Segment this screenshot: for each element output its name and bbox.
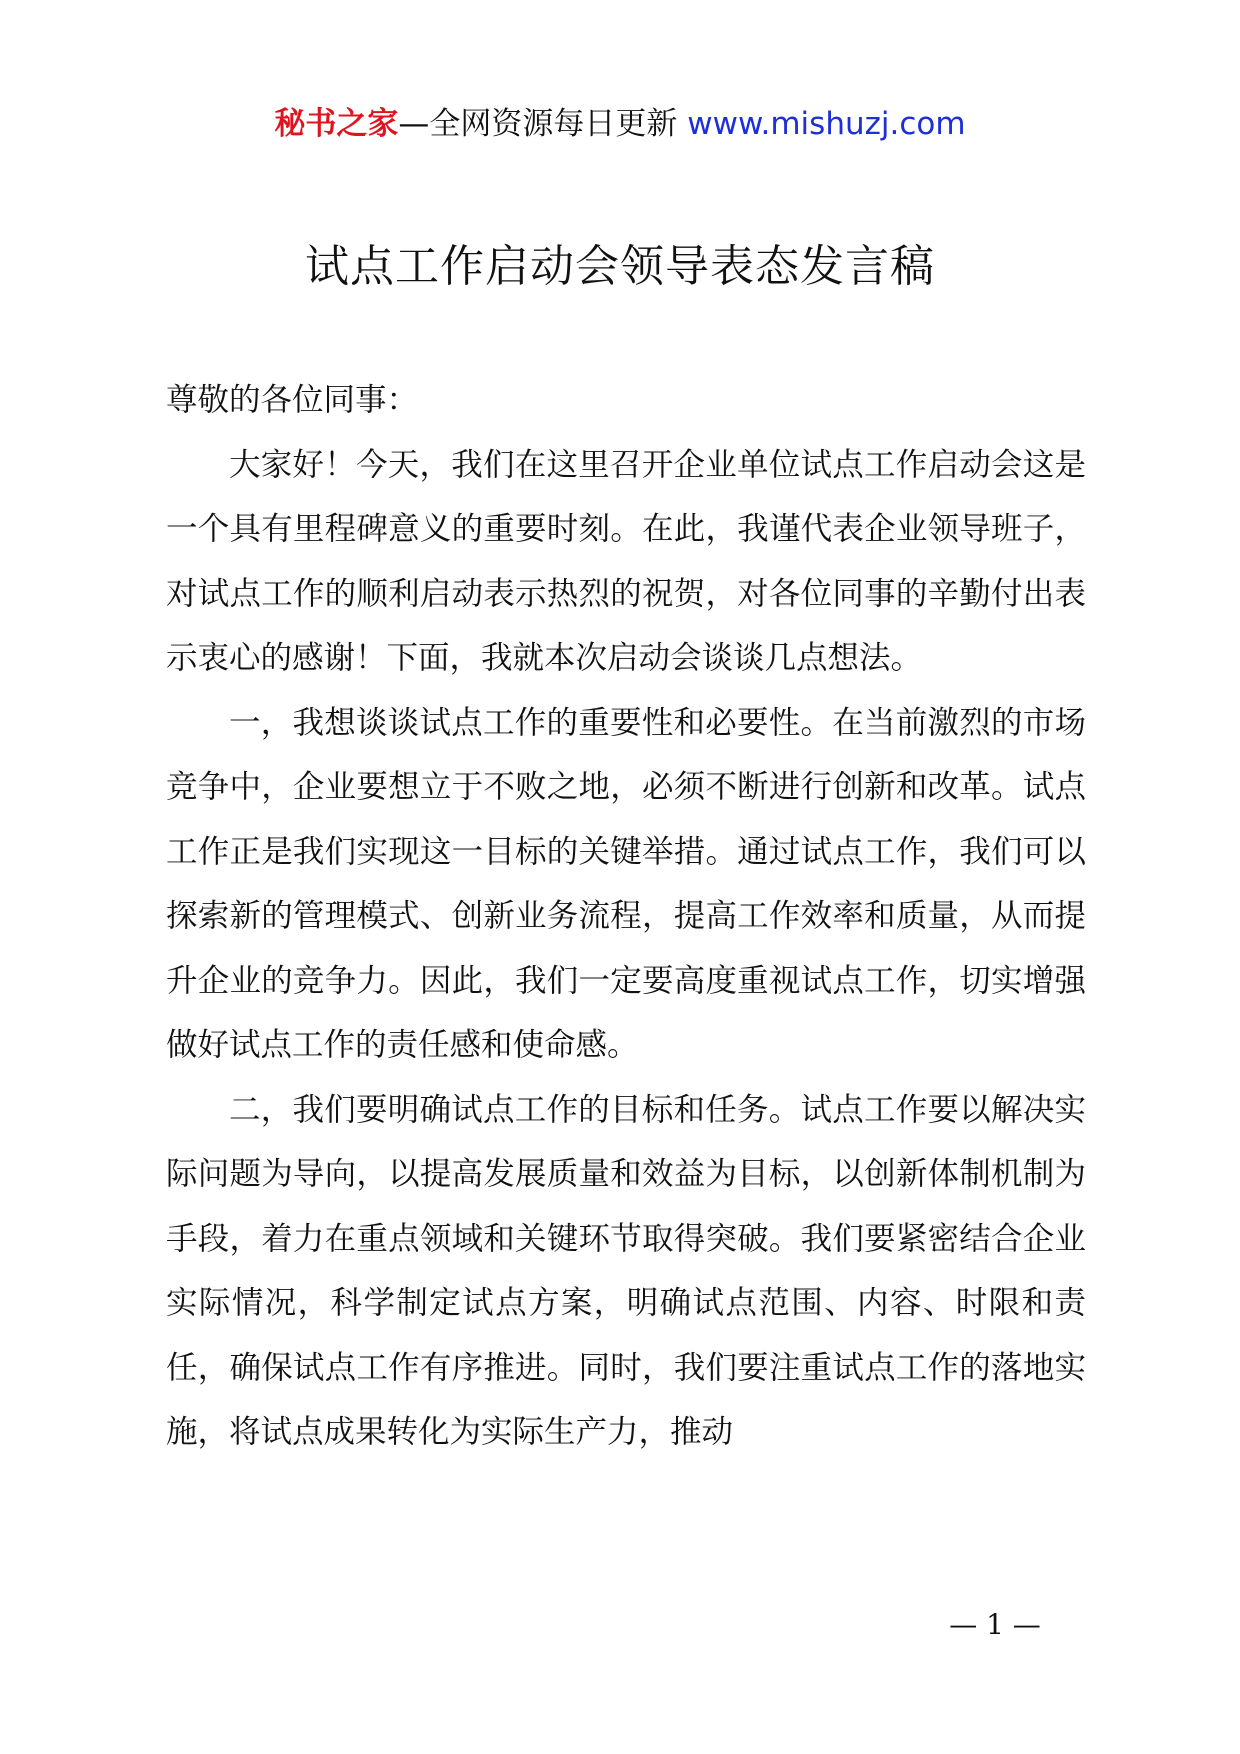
- document-body: [166, 368, 1086, 1465]
- paragraph: 大家好！今天，我们在这里召开企业单位试点工作启动会这是一个具有里程碑意义的重要时刻。在此，我谨代表企业领导班子，对试点工作的顺利启动表示热烈的祝贺，对各位同事的辛勤付出表示衷心的感谢！下面，我就本次启动会谈谈几点想法。: [166, 446, 1086, 676]
- site-header: [0, 100, 1240, 148]
- paragraph: 二，我们要明确试点工作的目标和任务。试点工作要以解决实际问题为导向，以提高发展质量和效益为目标，以创新体制机制为手段，着力在重点领域和关键环节取得突破。我们要紧密结合企业实际情况，科学制定试点方案，明确试点范围、内容、时限和责任，确保试点工作有序推进。同时，我们要注重试点工作的落地实施，将试点成果转化为实际生产力，推动: [166, 1091, 1086, 1450]
- site-url-link[interactable]: www.mishuzj.com: [687, 106, 966, 142]
- document-title: 试点工作启动会领导表态发言稿: [305, 241, 935, 292]
- brand-name: 秘书之家: [274, 106, 399, 142]
- page-number: — 1 —: [949, 1608, 1041, 1641]
- paragraph: 一，我想谈谈试点工作的重要性和必要性。在当前激烈的市场竞争中，企业要想立于不败之地，必须不断进行创新和改革。试点工作正是我们实现这一目标的关键举措。通过试点工作，我们可以探索新的管理模式、创新业务流程，提高工作效率和质量，从而提升企业的竞争力。因此，我们一定要高度重视试点工作，切实增强做好试点工作的责任感和使命感。: [166, 704, 1086, 1063]
- header-tagline: —全网资源每日更新: [398, 106, 678, 142]
- salutation: 尊敬的各位同事：: [166, 382, 419, 418]
